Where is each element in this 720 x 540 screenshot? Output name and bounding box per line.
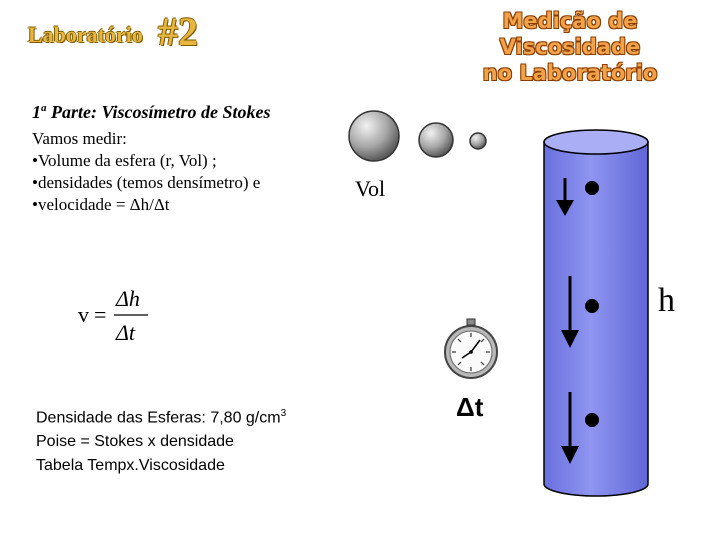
slide-title: [430, 8, 710, 86]
formula-denominator: Δt: [116, 320, 136, 345]
cylinder-illustration: [536, 128, 656, 500]
lab-label: Laboratório: [28, 22, 143, 47]
list-item: Vamos medir:: [32, 129, 127, 148]
sphere-medium: [419, 123, 453, 157]
formula-svg: [76, 286, 166, 346]
delta-t-label: Δt: [456, 392, 484, 422]
stopwatch-icon: [440, 318, 502, 380]
slide-title-line1: Medição de Viscosidade: [499, 9, 641, 59]
formula-equals: =: [94, 302, 107, 327]
density-note: [36, 402, 286, 430]
falling-sphere: [585, 413, 599, 427]
h-label: h: [658, 282, 675, 319]
measure-list: [32, 128, 260, 216]
list-item: •Volume da esfera (r, Vol) ;: [32, 151, 217, 170]
list-item: •densidades (temos densímetro) e: [32, 173, 261, 192]
slide-title-line2: no Laboratório: [482, 61, 658, 85]
falling-sphere: [585, 299, 599, 313]
cylinder-body: [544, 142, 648, 496]
part-number: 1: [32, 102, 41, 122]
part-title: Parte: Viscosímetro de Stokes: [46, 102, 271, 122]
formula-numerator: Δh: [116, 286, 140, 311]
notes: [36, 402, 286, 478]
velocity-formula: [76, 286, 166, 352]
poise-note: Poise = Stokes x densidade: [36, 433, 234, 451]
spheres-illustration: [340, 108, 500, 178]
formula-lhs: v: [78, 302, 89, 327]
falling-sphere: [585, 181, 599, 195]
sphere-small: [470, 133, 486, 149]
table-note: Tabela Tempx.Viscosidade: [36, 457, 225, 475]
part-heading: [32, 102, 271, 123]
lab-number: #2: [158, 9, 198, 54]
density-sup: 3: [280, 408, 287, 419]
vol-label: Vol: [355, 176, 386, 201]
sphere-large: [349, 111, 399, 161]
part-sup: a: [41, 102, 47, 114]
cylinder-top: [544, 130, 648, 154]
list-item: •velocidade = Δh/Δt: [32, 195, 170, 214]
density-text: Densidade das Esferas: 7,80 g/cm: [36, 409, 281, 427]
